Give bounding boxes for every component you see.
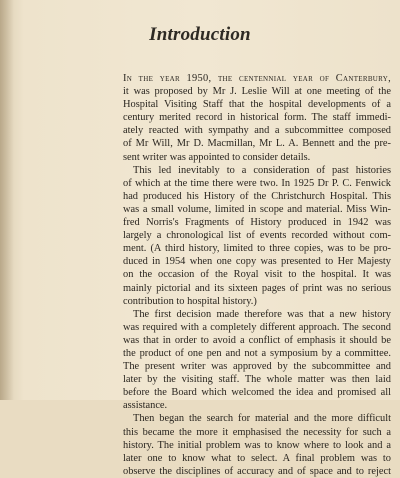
text-line: before the Board which welcomed the idea and promised all — [123, 387, 391, 399]
text-line: history. The initial problem was to know where to look and a — [123, 439, 391, 451]
text-line: Then began the search for material and the more difficult — [133, 413, 391, 425]
text-line: mainly pictorial and its sixteen pages of print was no serious — [123, 282, 391, 294]
text-line: of which at the time there were two. In 1925 Dr P. C. Fenwick — [123, 177, 391, 189]
text-line: on the occasion of the Royal visit to the hospital. It was — [123, 269, 391, 281]
text-line: was that in order to avoid a conflict of emphasis it should be — [123, 334, 391, 346]
text-line: later by the visiting staff. The whole matter was then laid — [123, 374, 391, 386]
page-gutter-shadow — [0, 0, 14, 400]
text-line: largely a chronological list of events recorded without com- — [123, 230, 391, 242]
text-line: The first decision made therefore was that a new history — [133, 308, 391, 320]
text-line: assistance. — [123, 400, 168, 412]
text-line: the product of one pen and not a symposium by a committee. — [123, 347, 391, 359]
text-line: This led inevitably to a consideration of past histories — [133, 164, 391, 176]
text-line: had produced his History of the Christchurch Hospital. This — [123, 190, 391, 202]
text-line: observe the disciplines of accuracy and of space and to reject — [123, 465, 391, 477]
text-line: century merited record in historical form. The staff immedi- — [123, 112, 391, 124]
text-line: sent writer was appointed to consider details. — [123, 151, 311, 163]
text-line: this became the more it emphasised the necessity for such a — [123, 426, 391, 438]
text-line: The present writer was approved by the subcommittee and — [123, 361, 391, 373]
page-title: Introduction — [149, 24, 251, 45]
text-line: contribution to hospital history.) — [123, 295, 257, 307]
text-line: it was proposed by Mr J. Leslie Will at one meeting of the — [123, 86, 391, 98]
text-line: Hospital Visiting Staff that the hospital developments of a — [123, 99, 391, 111]
text-line: fred Norris's Fragments of History produced in 1942 was — [123, 217, 391, 229]
text-line: duced in 1954 when one copy was presented to Her Majesty — [123, 256, 391, 268]
body-text — [123, 72, 391, 478]
text-line: was a small volume, limited in scope and material. Miss Win- — [123, 203, 391, 215]
text-line: later one to know what to select. A final problem was to — [123, 452, 391, 464]
text-line: ment. (A third history, limited to three copies, was to be pro- — [123, 243, 391, 255]
text-line: was required with a completely different approach. The second — [123, 321, 391, 333]
text-line: ately reacted with sympathy and a subcommittee composed — [123, 125, 391, 137]
text-line: of Mr Will, Mr D. Macmillan, Mr L. A. Bennett and the pre- — [123, 138, 391, 150]
text-line: In the year 1950, the centennial year of Canterbury, — [123, 73, 391, 84]
